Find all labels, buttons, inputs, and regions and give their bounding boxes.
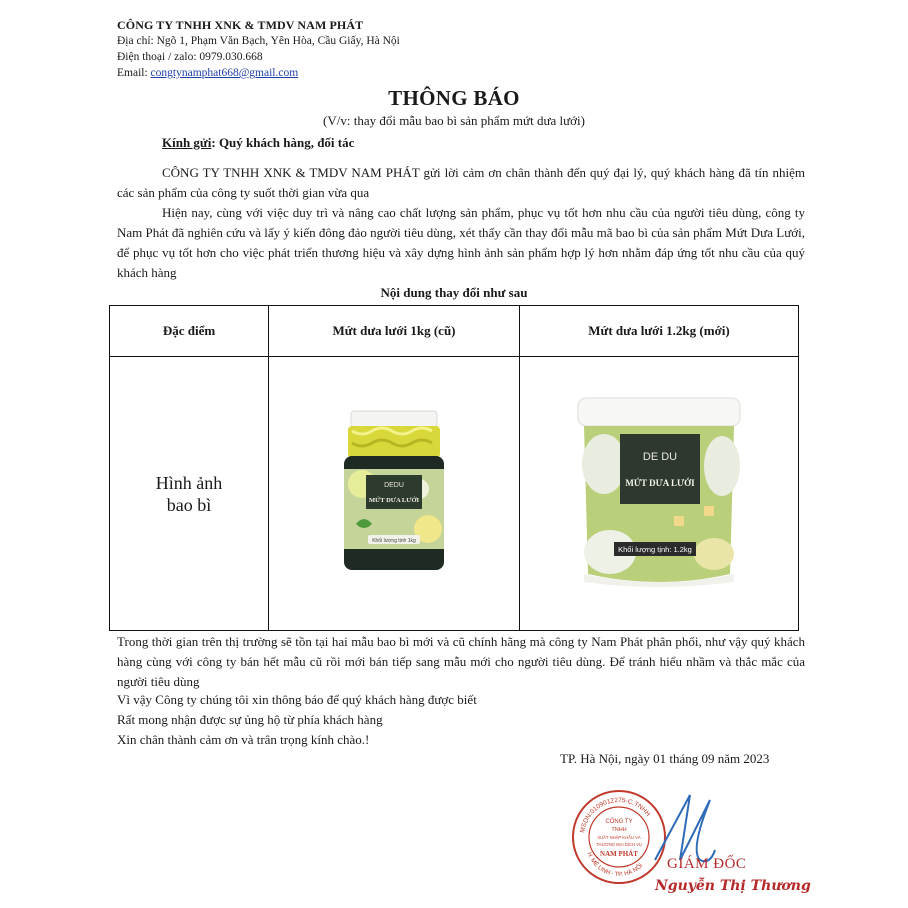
company-address: Địa chỉ: Ngõ 1, Phạm Văn Bạch, Yên Hòa, Cầu Giấy, Hà Nội (117, 35, 400, 47)
closing-line-2: Rất mong nhận được sự ủng hộ từ phía khách hàng (117, 712, 383, 727)
old-weight: Khối lượng tịnh 1kg (372, 538, 416, 544)
company-email-line (117, 65, 400, 81)
feature-label (110, 472, 268, 516)
stamp-ring-top: MSDN:0109012275-C.TNHH (579, 796, 652, 834)
stamp-line1: CÔNG TY (605, 819, 633, 825)
company-header (117, 17, 400, 81)
old-product-name: MỨT DƯA LƯỚI (368, 497, 420, 504)
feature-cell (110, 357, 269, 631)
company-name: CÔNG TY TNHH XNK & TMDV NAM PHÁT (117, 18, 364, 32)
date-line: TP. Hà Nội, ngày 01 tháng 09 năm 2023 (560, 751, 770, 766)
greeting-label: Kính gửi (162, 135, 212, 150)
feature-label-line2: bao bì (166, 494, 212, 515)
director-title: GIÁM ĐỐC (667, 856, 747, 872)
header-old-product: Mứt dưa lưới 1kg (cũ) (269, 306, 520, 357)
company-phone: Điện thoại / zalo: 0979.030.668 (117, 51, 263, 63)
new-weight: Khối lượng tịnh: 1.2kg (618, 544, 692, 554)
closing-lines (117, 690, 477, 750)
greeting-recipients: : Quý khách hàng, đối tác (211, 135, 355, 150)
intro-paragraphs (117, 163, 805, 283)
feature-label-line1: Hình ảnh (155, 472, 223, 493)
new-brand: DE DU (642, 450, 678, 463)
stamp-line4: THƯƠNG MẠI DỊCH VỤ (595, 842, 643, 847)
paragraph-reason: Hiện nay, cùng với việc duy trì và nâng cao chất lượng sản phẩm, phục vụ tốt hơn nhu cầu của người tiêu dùng, công ty Nam Phát đã nghiên cứu và lấy ý kiến đông đảo người tiêu dùng, xét thấy cần thay đổi mẫu mã bao bì của sản phẩm Mứt Dưa Lưới, để phục vụ tốt hơn cho việc phát triển thương hiệu và xây dựng hình ảnh sản phẩm hợp lý hơn nhằm đáp ứng tốt nhu cầu của quý khách hàng (117, 205, 805, 280)
section-heading: Nội dung thay đổi như sau (380, 285, 528, 300)
paragraph-thanks: CÔNG TY TNHH XNK & TMDV NAM PHÁT gửi lời cảm ơn chân thành đến quý đại lý, quý khách hàng đã tín nhiệm các sản phẩm của công ty suốt thời gian vừa qua (117, 165, 805, 200)
table-row (110, 357, 799, 631)
stamp-line5: NAM PHÁT (600, 850, 638, 858)
header-new-product: Mứt dưa lưới 1.2kg (mới) (520, 306, 799, 357)
signer-name: Nguyễn Thị Thương (655, 878, 811, 894)
new-product-cell (520, 357, 799, 631)
old-jar-image (334, 409, 454, 578)
stamp-line3: XUẤT NHẬP KHẨU VÀ (597, 835, 641, 840)
table-header-row (110, 306, 799, 357)
new-product-name: MỨT DƯA LƯỚI (625, 477, 695, 488)
old-product-cell (269, 357, 520, 631)
new-jar-image (574, 394, 744, 594)
closing-line-3: Xin chân thành cảm ơn và trân trọng kính chào.! (117, 732, 370, 747)
stamp-ring-bottom: H. MÊ LINH - TP. HÀ NỘI (585, 851, 645, 879)
notice-subtitle: (V/v: thay đổi mẫu bao bì sản phẩm mứt dưa lưới) (323, 113, 585, 128)
header-feature: Đặc điểm (110, 306, 269, 357)
notice-title: THÔNG BÁO (388, 86, 520, 110)
stamp-line2: TNHH (611, 827, 627, 833)
comparison-table (109, 305, 799, 631)
email-label: Email: (117, 67, 151, 79)
paragraph-transition: Trong thời gian trên thị trường sẽ tồn tại hai mẫu bao bì mới và cũ chính hãng mà công ty Nam Phát phân phối, như vậy quý khách hàng cùng với công ty bán hết mẫu cũ rồi mới bán tiếp sang mẫu mới cho người tiêu dùng. Để tránh hiểu nhầm và thắc mắc của người tiêu dùng (117, 634, 805, 689)
old-brand: DEDU (384, 482, 404, 489)
greeting (162, 135, 354, 151)
email-link[interactable]: congtynamphat668@gmail.com (150, 67, 299, 79)
closing-line-1: Vì vậy Công ty chúng tôi xin thông báo để quý khách hàng được biết (117, 692, 477, 707)
